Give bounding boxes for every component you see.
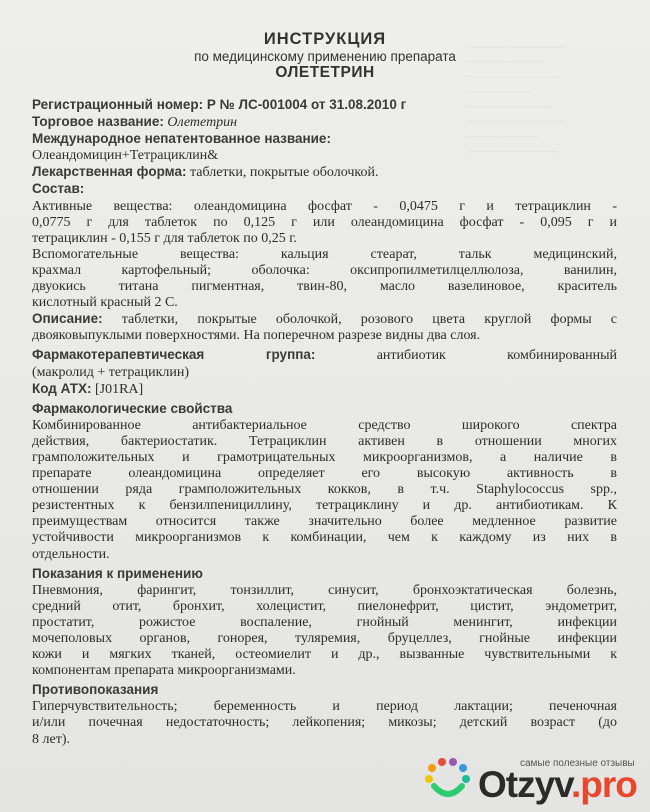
composition-active-line: тетрациклин - 0,155 г для таблеток по 0,25 г.: [32, 230, 297, 246]
pharm-group-line: (макролид + тетрациклин): [32, 364, 190, 380]
properties-line: устойчивости микроорганизмов к комбинации, чем к каждому из них в: [32, 530, 617, 546]
document-title: ИНСТРУКЦИЯ: [263, 30, 387, 48]
dosage-form-row: [32, 164, 617, 181]
indications-heading: Показания к применению: [32, 565, 203, 581]
bleed-through-texture: ────────────── ─────────── ───────────── ───────── ──────────── ────────────── ────────── ─────────────: [466, 42, 566, 158]
pharm-group-line: Фармакотерапевтическая группа: антибиотик комбинированный: [32, 347, 617, 364]
properties-line: отдельности.: [32, 546, 110, 562]
composition-excipients-line: Вспомогательные вещества: кальция стеарат, тальк медицинский,: [32, 246, 617, 262]
composition-excipients-line: крахмал картофельный; оболочка: оксипропилметилцеллюлоза, ванилин,: [32, 262, 617, 278]
properties-line: грамположительных и грамотрицательных микроорганизмов, а наличие в: [32, 449, 617, 465]
contraindications-line: 8 лет).: [32, 731, 70, 747]
indications-line: мочеполовых органов, гонорея, туляремия, бруцеллез, гнойные инфекции: [32, 631, 617, 646]
watermark-tld: .pro: [571, 764, 637, 805]
trade-name-value: Олететрин: [167, 115, 238, 131]
pharm-group-label: Фармакотерапевтическая группа:: [32, 347, 316, 363]
composition-active-line: Активные вещества: олеандомицина фосфат - 0,0475 г и тетрациклин -: [32, 198, 617, 214]
atx-value: [J01RA]: [91, 381, 144, 397]
registration-number: Регистрационный номер: Р № ЛС-001004 от 31.08.2010 г: [32, 97, 407, 112]
description-line: Описание: таблетки, покрытые оболочкой, розового цвета круглой формы с: [32, 311, 617, 328]
watermark-brand: Otzyv.pro: [478, 764, 637, 805]
description-label: Описание:: [32, 311, 103, 327]
dosage-form-label: Лекарственная форма:: [32, 164, 187, 180]
properties-heading: Фармакологические свойства: [32, 400, 233, 416]
composition-excipients-line: кислотный красный 2 С.: [32, 295, 178, 311]
properties-line: Комбинированное антибактериальное средство широкого спектра: [32, 417, 617, 433]
instruction-body: [32, 97, 617, 748]
properties-line: препарате олеандомицина определяет его высокую активность в: [32, 466, 617, 482]
atx-label: Код АТХ:: [32, 380, 92, 396]
properties-line: действия, бактериостатик. Тетрациклин активен в отношении многих: [32, 433, 617, 449]
dosage-form-value: таблетки, покрытые оболочкой.: [186, 165, 379, 181]
otzyv-watermark: [420, 752, 645, 810]
inn-value: Олеандомицин+Тетрациклин&: [32, 148, 219, 164]
description-line: двояковыпуклыми поверхностями. На поперечном разрезе видны два слоя.: [32, 328, 481, 344]
indications-line: компонентам препарата микроорганизмами.: [32, 663, 296, 679]
properties-line: преимуществам относится также значительно более медленное развитие: [32, 514, 617, 530]
indications-line: простатит, рожистое воспаление, гнойный менингит, инфекции: [32, 614, 617, 630]
contraindications-line: и/или почечная недостаточность; лейкопения; микозы; детский возраст (до: [32, 715, 617, 731]
indications-line: кожи и мягких тканей, остеомиелит и др., вызванные чувствительными к: [32, 647, 617, 663]
inn-label: Международное непатентованное название:: [32, 131, 331, 147]
trade-name-row: [32, 114, 617, 131]
composition-excipients-line: двуокись титана пигментная, твин-80, масло вазелиновое, краситель: [32, 279, 617, 295]
document-subtitle: по медицинскому применению препарата: [194, 49, 456, 64]
trade-name-label: Торговое название:: [32, 114, 164, 130]
properties-line: отношении ряда грамположительных кокков, в т.ч. Staphylococcus spp.,: [32, 482, 617, 498]
watermark-caption: самые полезные отзывы: [520, 758, 635, 769]
composition-active-line: 0,0775 г для таблеток по 0,125 г или олеандомицина фосфат - 0,095 г и: [32, 214, 617, 230]
contraindications-heading: Противопоказания: [32, 682, 159, 698]
otzyv-logo-icon: [420, 752, 478, 810]
contraindications-line: Гиперчувствительность; беременность и период лактации; печеночная: [32, 699, 617, 715]
drug-name-heading: ОЛЕТЕТРИН: [275, 64, 375, 81]
properties-line: резистентных к бензилпенициллину, тетрациклину и др. антибиотикам. К: [32, 498, 617, 514]
composition-heading: Состав:: [32, 181, 85, 197]
atx-code-row: [32, 381, 617, 398]
indications-line: Пневмония, фарингит, тонзиллит, синусит, бронхоэктатическая болезнь,: [32, 582, 617, 598]
indications-line: средний отит, бронхит, холецистит, пиелонефрит, цистит, эндометрит,: [32, 598, 617, 614]
